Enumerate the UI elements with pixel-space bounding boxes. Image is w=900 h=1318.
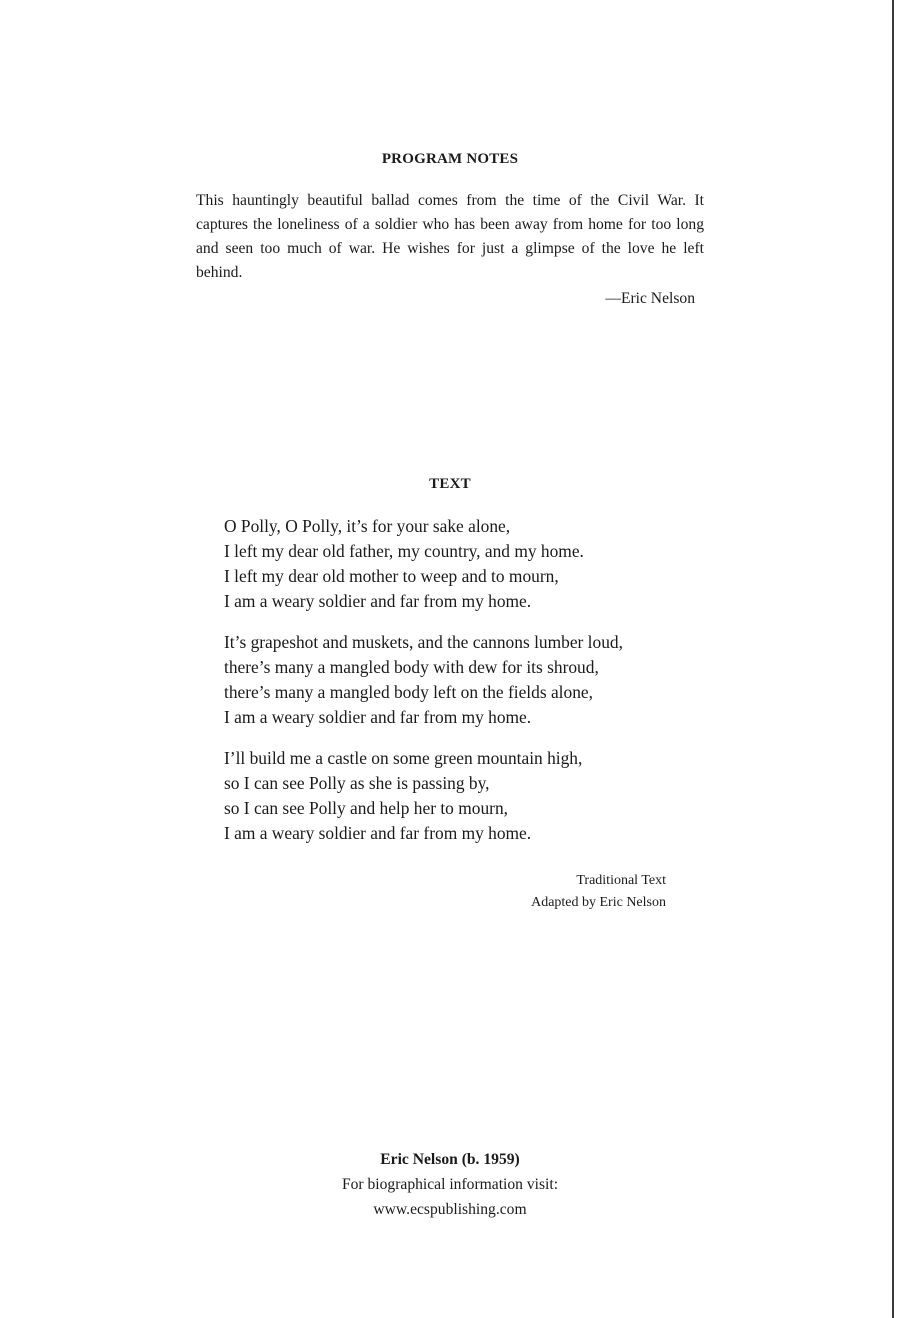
- song-text: [224, 514, 694, 862]
- program-notes-signature: —Eric Nelson: [605, 290, 695, 307]
- verse-line: I am a weary soldier and far from my home.: [224, 591, 532, 611]
- verse-line: I’ll build me a castle on some green mountain high,: [224, 748, 583, 768]
- verse-line: so I can see Polly and help her to mourn,: [224, 798, 508, 818]
- verse-line: It’s grapeshot and muskets, and the cannons lumber loud,: [224, 632, 623, 652]
- stanza-2: [224, 630, 694, 730]
- verse-line: O Polly, O Polly, it’s for your sake alone,: [224, 516, 511, 536]
- verse-line: I left my dear old mother to weep and to mourn,: [224, 566, 559, 586]
- program-notes-body: This hauntingly beautiful ballad comes from the time of the Civil War. It captures the loneliness of a soldier who has been away from home for too long and seen too much of war. He wishes for just a glimpse of the love he left behind.: [196, 192, 704, 281]
- composer-info-line: For biographical information visit:: [341, 1176, 559, 1193]
- text-attribution: [531, 870, 666, 914]
- composer-name: Eric Nelson (b. 1959): [380, 1151, 520, 1168]
- verse-line: so I can see Polly as she is passing by,: [224, 773, 490, 793]
- composer-info: [0, 1147, 900, 1222]
- composer-website: www.ecspublishing.com: [373, 1201, 527, 1218]
- verse-line: there’s many a mangled body with dew for its shroud,: [224, 657, 599, 677]
- text-heading: TEXT: [429, 476, 471, 492]
- attribution-source: Traditional Text: [576, 873, 666, 888]
- stanza-1: [224, 514, 694, 614]
- program-notes-heading: PROGRAM NOTES: [381, 151, 519, 167]
- verse-line: I am a weary soldier and far from my home.: [224, 707, 532, 727]
- attribution-adapter: Adapted by Eric Nelson: [531, 895, 666, 910]
- verse-line: I am a weary soldier and far from my home.: [224, 823, 532, 843]
- stanza-3: [224, 746, 694, 846]
- verse-line: I left my dear old father, my country, and my home.: [224, 541, 584, 561]
- verse-line: there’s many a mangled body left on the fields alone,: [224, 682, 593, 702]
